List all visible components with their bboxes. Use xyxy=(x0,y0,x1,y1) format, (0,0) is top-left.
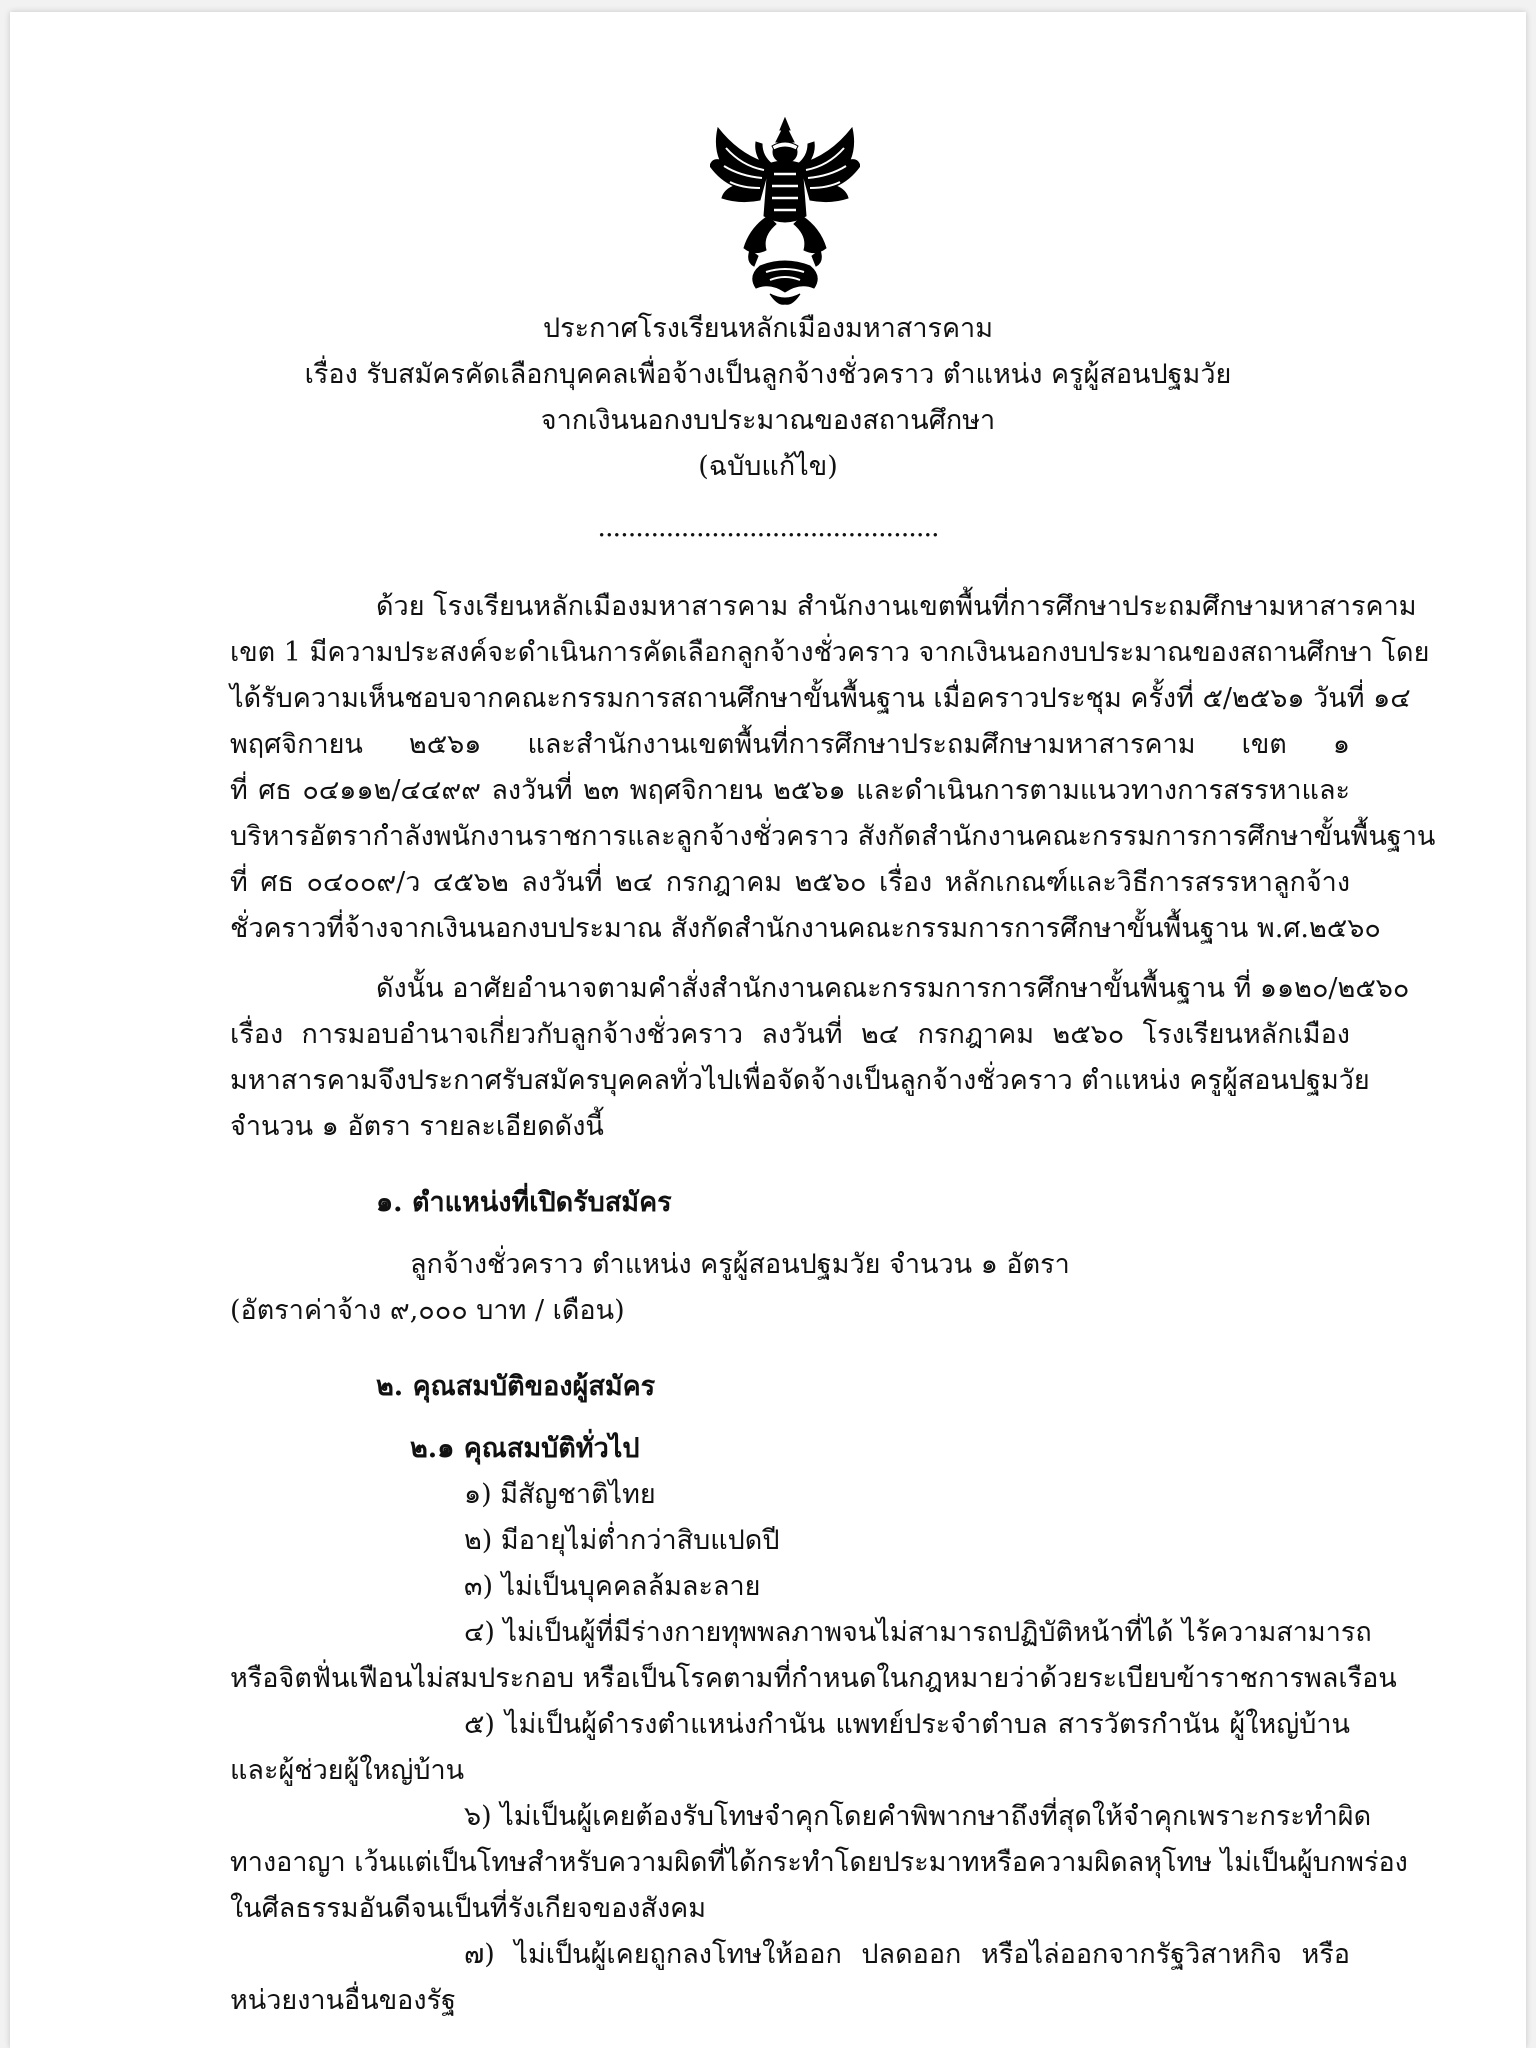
separator-dots: ............................................. xyxy=(597,512,939,543)
qualification-item-5-line-1: ๕) ไม่เป็นผู้ดำรงตำแหน่งกำนัน แพทย์ประจำตำบล สารวัตรกำนัน ผู้ใหญ่บ้าน xyxy=(464,1709,1350,1740)
section1-heading: ๑. ตำแหน่งที่เปิดรับสมัคร xyxy=(376,1187,672,1218)
announcement-title: ประกาศโรงเรียนหลักเมืองมหาสารคาม xyxy=(542,313,994,344)
qualification-item-2: ๒) มีอายุไม่ต่ำกว่าสิบแปดปี xyxy=(464,1525,780,1556)
section2-subheading: ๒.๑ คุณสมบัติทั่วไป xyxy=(410,1433,640,1464)
qualification-item-4-line-2: หรือจิตฟั่นเฟือนไม่สมประกอบ หรือเป็นโรคตามที่กำหนดในกฎหมายว่าด้วยระเบียบข้าราชการพลเรือน xyxy=(230,1663,1397,1694)
announcement-subject-continued: จากเงินนอกงบประมาณของสถานศึกษา xyxy=(540,405,996,436)
document-page xyxy=(10,12,1526,2048)
para1-line-7: ที่ ศธ ๐๔๐๐๙/ว ๔๕๖๒ ลงวันที่ ๒๔ กรกฎาคม ๒๕๖๐ เรื่อง หลักเกณฑ์และวิธีการสรรหาลูกจ้าง xyxy=(230,867,1350,898)
section1-wage: (อัตราค่าจ้าง ๙,๐๐๐ บาท / เดือน) xyxy=(230,1295,625,1326)
para1-line-2: เขต 1 มีความประสงค์จะดำเนินการคัดเลือกลูกจ้างชั่วคราว จากเงินนอกงบประมาณของสถานศึกษา โดย xyxy=(230,637,1430,668)
para1-line-6: บริหารอัตรากำลังพนักงานราชการและลูกจ้างชั่วคราว สังกัดสำนักงานคณะกรรมการการศึกษาขั้นพื้นฐาน xyxy=(230,821,1436,852)
para2-line-3: มหาสารคามจึงประกาศรับสมัครบุคคลทั่วไปเพื่อจัดจ้างเป็นลูกจ้างชั่วคราว ตำแหน่ง ครูผู้สอนปฐมวัย xyxy=(230,1065,1370,1096)
qualification-item-4-line-1: ๔) ไม่เป็นผู้ที่มีร่างกายทุพพลภาพจนไม่สามารถปฏิบัติหน้าที่ได้ ไร้ความสามารถ xyxy=(464,1617,1372,1648)
qualification-item-6-line-1: ๖) ไม่เป็นผู้เคยต้องรับโทษจำคุกโดยคำพิพากษาถึงที่สุดให้จำคุกเพราะกระทำผิด xyxy=(464,1801,1372,1832)
para1-line-1: ด้วย โรงเรียนหลักเมืองมหาสารคาม สำนักงานเขตพื้นที่การศึกษาประถมศึกษามหาสารคาม xyxy=(376,591,1417,622)
section2-heading: ๒. คุณสมบัติของผู้สมัคร xyxy=(376,1371,656,1402)
section1-position: ลูกจ้างชั่วคราว ตำแหน่ง ครูผู้สอนปฐมวัย จำนวน ๑ อัตรา xyxy=(410,1249,1070,1280)
para1-line-8: ชั่วคราวที่จ้างจากเงินนอกงบประมาณ สังกัดสำนักงานคณะกรรมการการศึกษาขั้นพื้นฐาน พ.ศ.๒๕๖๐ xyxy=(230,913,1381,944)
qualification-item-6-line-3: ในศีลธรรมอันดีจนเป็นที่รังเกียจของสังคม xyxy=(230,1893,706,1924)
para2-line-1: ดังนั้น อาศัยอำนาจตามคำสั่งสำนักงานคณะกรรมการการศึกษาขั้นพื้นฐาน ที่ ๑๑๒๐/๒๕๖๐ xyxy=(376,973,1410,1004)
qualification-item-3: ๓) ไม่เป็นบุคคลล้มละลาย xyxy=(464,1571,761,1602)
para2-line-4: จำนวน ๑ อัตรา รายละเอียดดังนี้ xyxy=(230,1111,604,1142)
para1-line-5: ที่ ศธ ๐๔๑๑๒/๔๔๙๙ ลงวันที่ ๒๓ พฤศจิกายน ๒๕๖๑ และดำเนินการตามแนวทางการสรรหาและ xyxy=(230,775,1350,806)
edition-note: (ฉบับแก้ไข) xyxy=(698,451,838,482)
para1-line-3: ได้รับความเห็นชอบจากคณะกรรมการสถานศึกษาขั้นพื้นฐาน เมื่อคราวประชุม ครั้งที่ ๕/๒๕๖๑ วันที่ ๑๔ xyxy=(230,683,1411,714)
qualification-item-6-line-2: ทางอาญา เว้นแต่เป็นโทษสำหรับความผิดที่ได้กระทำโดยประมาทหรือความผิดลหุโทษ ไม่เป็นผู้บกพร่อง xyxy=(230,1847,1408,1878)
announcement-subject: เรื่อง รับสมัครคัดเลือกบุคคลเพื่อจ้างเป็นลูกจ้างชั่วคราว ตำแหน่ง ครูผู้สอนปฐมวัย xyxy=(304,359,1232,390)
qualification-item-7-line-1: ๗) ไม่เป็นผู้เคยถูกลงโทษให้ออก ปลดออก หรือไล่ออกจากรัฐวิสาหกิจ หรือ xyxy=(464,1939,1350,1970)
garuda-emblem-icon xyxy=(710,116,860,306)
para1-line-4: พฤศจิกายน ๒๕๖๑ และสำนักงานเขตพื้นที่การศึกษาประถมศึกษามหาสารคาม เขต ๑ xyxy=(230,729,1350,760)
qualification-item-7-line-2: หน่วยงานอื่นของรัฐ xyxy=(230,1985,456,2016)
qualification-item-5-line-2: และผู้ช่วยผู้ใหญ่บ้าน xyxy=(230,1755,465,1786)
qualification-item-1: ๑) มีสัญชาติไทย xyxy=(464,1479,656,1510)
para2-line-2: เรื่อง การมอบอำนาจเกี่ยวกับลูกจ้างชั่วคราว ลงวันที่ ๒๔ กรกฎาคม ๒๕๖๐ โรงเรียนหลักเมือง xyxy=(230,1019,1350,1050)
